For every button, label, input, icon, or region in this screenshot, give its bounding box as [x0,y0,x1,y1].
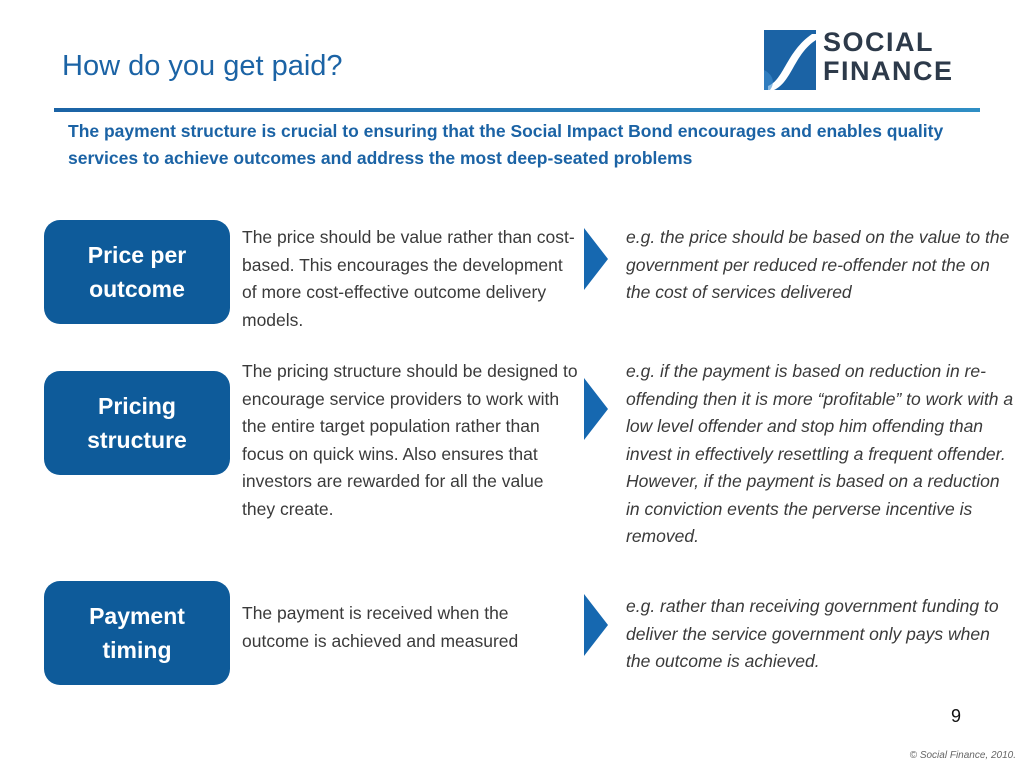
page-number: 9 [951,706,962,726]
row-label-price-per-outcome: Price per outcome [44,220,230,324]
logo-line-2: FINANCE [823,56,954,86]
social-finance-logo [764,27,974,92]
title-divider [54,108,980,112]
row-description-price-per-outcome: The price should be value rather than cost-based. This encourages the development of more cost-effective outcome delivery models. [242,227,575,330]
slide-title: How do you get paid? [62,50,343,82]
row-description-payment-timing: The payment is received when the outcome is achieved and measured [242,603,519,651]
row-description-pricing-structure: The pricing structure should be designed to encourage service providers to work with the entire target population rather than focus on quick wins. Also ensures that investors are rewarded for all the value they create. [242,361,578,519]
row-example-pricing-structure: e.g. if the payment is based on reduction in re-offending then it is more “profitable” to work with a low level offender and stop him offending than invest in effectively resettling a frequent offender. However, if the payment is based on a reduction in conviction events the perverse incentive is removed. [626,361,1014,546]
logo-wordmark [823,28,954,86]
slide-subtitle: The payment structure is crucial to ensuring that the Social Impact Bond encourages and enables quality services to achieve outcomes and address the most deep-seated problems [68,121,944,168]
row-label-pricing-structure: Pricing structure [44,371,230,475]
social-finance-logo-mark-icon [764,30,816,90]
row-label-payment-timing: Payment timing [44,581,230,685]
row-example-payment-timing: e.g. rather than receiving government funding to deliver the service government only pays when the outcome is achieved. [626,596,999,671]
copyright-notice: © Social Finance, 2010. [909,750,1016,761]
chevron-right-icon [584,378,608,440]
chevron-right-icon [584,594,608,656]
row-example-price-per-outcome: e.g. the price should be based on the value to the government per reduced re-offender not the on the cost of services delivered [626,227,1010,302]
chevron-right-icon [584,228,608,290]
logo-line-1: SOCIAL [823,27,935,57]
